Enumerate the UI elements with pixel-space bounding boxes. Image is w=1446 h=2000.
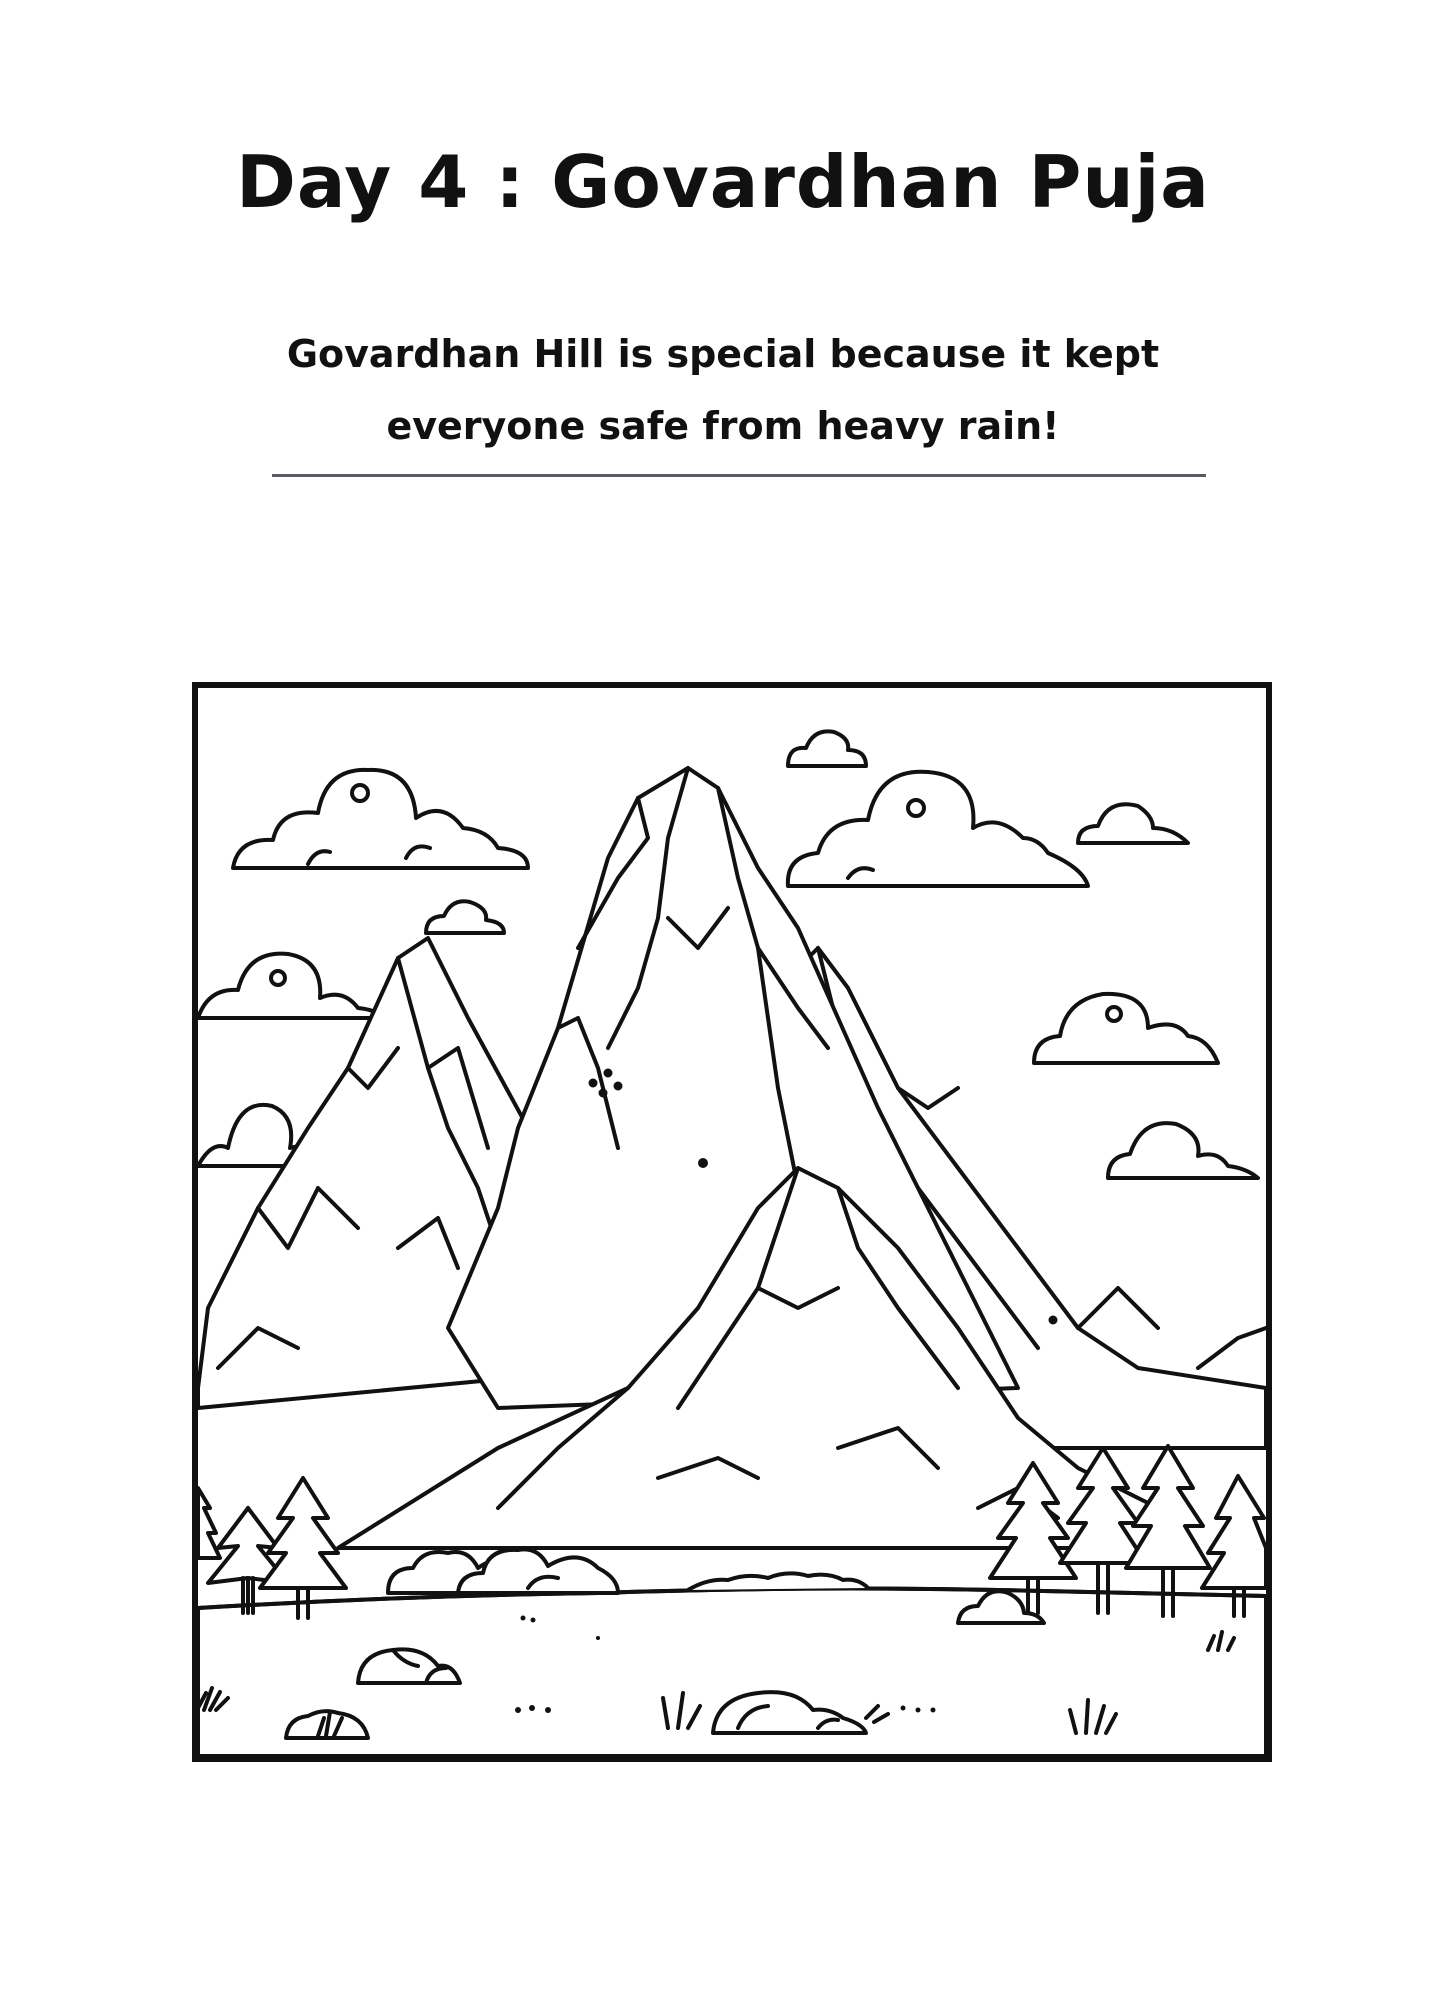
subtitle-line-2: everyone safe from heavy rain!: [386, 404, 1060, 448]
subtitle-line-1: Govardhan Hill is special because it kept: [286, 332, 1160, 376]
mountain-landscape-drawing: [198, 688, 1266, 1756]
cloud-icon: [788, 772, 1088, 886]
cloud-icon: [233, 770, 528, 868]
cloud-icon: [198, 954, 382, 1018]
pine-tree-icon: [208, 1508, 288, 1613]
pine-tree-icon: [198, 1488, 220, 1558]
bush-icon: [458, 1549, 618, 1593]
cloud-icon: [426, 901, 504, 933]
cloud-icon: [1034, 994, 1218, 1063]
cloud-icon: [1108, 1123, 1258, 1178]
page-title: Day 4 : Govardhan Puja: [236, 140, 1210, 224]
cloud-icon: [1078, 804, 1188, 843]
cloud-icon: [788, 731, 866, 766]
pine-tree-icon: [260, 1478, 346, 1618]
bush-icon: [688, 1573, 868, 1590]
subtitle: [240, 318, 1206, 462]
divider-line: [272, 474, 1206, 477]
coloring-illustration: [192, 682, 1272, 1762]
